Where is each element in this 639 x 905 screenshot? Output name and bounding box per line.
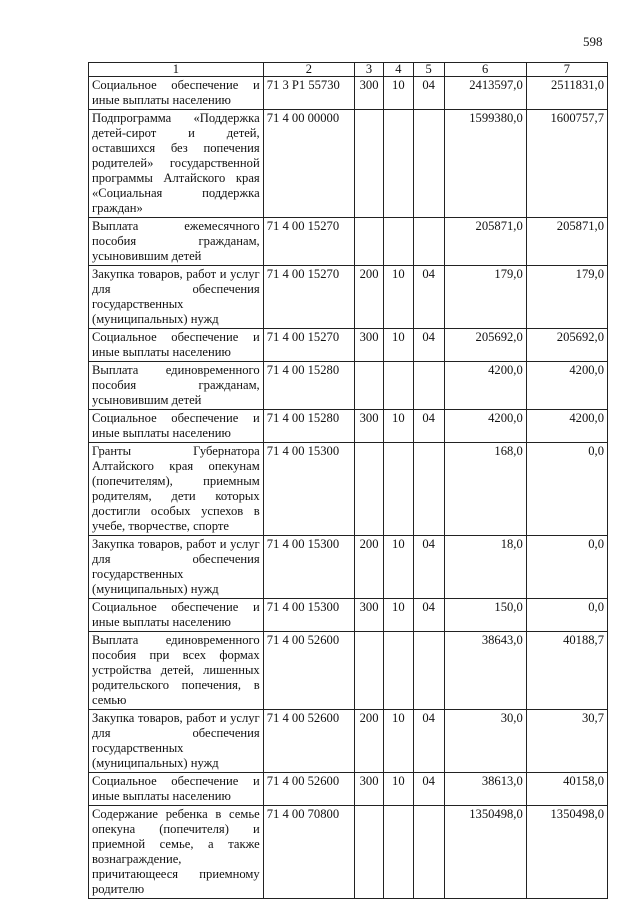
row-name-cell: Содержание ребенка в семье опекуна (попечителя) и приемной семье, а также вознаграждение, причитающееся приемному родителю (89, 806, 264, 899)
target-article-code: 71 3 P1 55730 (263, 77, 354, 110)
table-row (89, 77, 608, 110)
table-row (89, 329, 608, 362)
header-cell: 7 (526, 63, 607, 77)
table-header-row (89, 63, 608, 77)
amount-column-6: 150,0 (444, 599, 526, 632)
expense-type-code: 200 (355, 710, 384, 773)
target-article-code: 71 4 00 15300 (263, 536, 354, 599)
amount-column-7: 4200,0 (526, 362, 607, 410)
subsection-code (413, 632, 444, 710)
section-code: 10 (383, 410, 413, 443)
expense-type-code (355, 806, 384, 899)
amount-column-6: 205692,0 (444, 329, 526, 362)
target-article-code: 71 4 00 15270 (263, 266, 354, 329)
section-code (383, 110, 413, 218)
section-code: 10 (383, 773, 413, 806)
table-body (89, 63, 608, 899)
table-row (89, 266, 608, 329)
section-code: 10 (383, 599, 413, 632)
section-code: 10 (383, 77, 413, 110)
table-row (89, 806, 608, 899)
subsection-code (413, 443, 444, 536)
expense-type-code (355, 110, 384, 218)
page-number: 598 (583, 34, 603, 49)
amount-column-7: 1600757,7 (526, 110, 607, 218)
header-cell: 3 (355, 63, 384, 77)
row-name-cell: Социальное обеспечение и иные выплаты населению (89, 77, 264, 110)
row-name-cell: Социальное обеспечение и иные выплаты населению (89, 410, 264, 443)
target-article-code: 71 4 00 15270 (263, 218, 354, 266)
target-article-code: 71 4 00 52600 (263, 773, 354, 806)
subsection-code: 04 (413, 77, 444, 110)
section-code: 10 (383, 710, 413, 773)
expense-type-code (355, 443, 384, 536)
amount-column-6: 30,0 (444, 710, 526, 773)
section-code (383, 806, 413, 899)
subsection-code: 04 (413, 773, 444, 806)
amount-column-7: 4200,0 (526, 410, 607, 443)
table-row (89, 536, 608, 599)
amount-column-6: 4200,0 (444, 362, 526, 410)
section-code (383, 218, 413, 266)
subsection-code: 04 (413, 410, 444, 443)
amount-column-6: 168,0 (444, 443, 526, 536)
target-article-code: 71 4 00 70800 (263, 806, 354, 899)
subsection-code: 04 (413, 710, 444, 773)
expense-type-code: 300 (355, 77, 384, 110)
subsection-code (413, 806, 444, 899)
row-name-cell: Выплата ежемесячного пособия гражданам, усыновившим детей (89, 218, 264, 266)
row-name-cell: Подпрограмма «Поддержка детей-сирот и детей, оставшихся без попечения родителей» государственной программы Алтайского края «Социальная поддержка граждан» (89, 110, 264, 218)
target-article-code: 71 4 00 00000 (263, 110, 354, 218)
section-code (383, 632, 413, 710)
amount-column-6: 179,0 (444, 266, 526, 329)
row-name-cell: Социальное обеспечение и иные выплаты населению (89, 329, 264, 362)
section-code (383, 443, 413, 536)
expense-type-code: 300 (355, 599, 384, 632)
row-name-cell: Закупка товаров, работ и услуг для обеспечения государственных (муниципальных) нужд (89, 266, 264, 329)
header-cell: 4 (383, 63, 413, 77)
target-article-code: 71 4 00 52600 (263, 710, 354, 773)
subsection-code (413, 218, 444, 266)
subsection-code: 04 (413, 599, 444, 632)
budget-table (88, 62, 608, 899)
row-name-cell: Выплата единовременного пособия при всех формах устройства детей, лишенных родительского попечения, в семью (89, 632, 264, 710)
table-row (89, 110, 608, 218)
section-code (383, 362, 413, 410)
table-row (89, 773, 608, 806)
expense-type-code: 300 (355, 329, 384, 362)
row-name-cell: Закупка товаров, работ и услуг для обеспечения государственных (муниципальных) нужд (89, 710, 264, 773)
amount-column-6: 38613,0 (444, 773, 526, 806)
amount-column-7: 0,0 (526, 536, 607, 599)
header-cell: 5 (413, 63, 444, 77)
expense-type-code: 200 (355, 536, 384, 599)
expense-type-code: 300 (355, 410, 384, 443)
amount-column-7: 40188,7 (526, 632, 607, 710)
amount-column-7: 40158,0 (526, 773, 607, 806)
table-row (89, 410, 608, 443)
expense-type-code (355, 632, 384, 710)
amount-column-7: 1350498,0 (526, 806, 607, 899)
header-cell: 2 (263, 63, 354, 77)
amount-column-6: 4200,0 (444, 410, 526, 443)
expense-type-code (355, 362, 384, 410)
amount-column-7: 30,7 (526, 710, 607, 773)
row-name-cell: Закупка товаров, работ и услуг для обеспечения государственных (муниципальных) нужд (89, 536, 264, 599)
subsection-code (413, 362, 444, 410)
amount-column-6: 38643,0 (444, 632, 526, 710)
subsection-code: 04 (413, 329, 444, 362)
table-row (89, 443, 608, 536)
target-article-code: 71 4 00 15300 (263, 443, 354, 536)
expense-type-code: 200 (355, 266, 384, 329)
row-name-cell: Выплата единовременного пособия гражданам, усыновившим детей (89, 362, 264, 410)
table-row (89, 362, 608, 410)
amount-column-7: 179,0 (526, 266, 607, 329)
header-cell: 1 (89, 63, 264, 77)
section-code: 10 (383, 266, 413, 329)
row-name-cell: Социальное обеспечение и иные выплаты населению (89, 773, 264, 806)
subsection-code: 04 (413, 266, 444, 329)
amount-column-6: 2413597,0 (444, 77, 526, 110)
expense-type-code (355, 218, 384, 266)
header-cell: 6 (444, 63, 526, 77)
amount-column-6: 205871,0 (444, 218, 526, 266)
table-row (89, 632, 608, 710)
section-code: 10 (383, 536, 413, 599)
row-name-cell: Социальное обеспечение и иные выплаты населению (89, 599, 264, 632)
amount-column-6: 1599380,0 (444, 110, 526, 218)
table-row (89, 599, 608, 632)
target-article-code: 71 4 00 15270 (263, 329, 354, 362)
target-article-code: 71 4 00 15280 (263, 362, 354, 410)
target-article-code: 71 4 00 52600 (263, 632, 354, 710)
target-article-code: 71 4 00 15300 (263, 599, 354, 632)
subsection-code: 04 (413, 536, 444, 599)
subsection-code (413, 110, 444, 218)
row-name-cell: Гранты Губернатора Алтайского края опекунам (попечителям), приемным родителям, дети которых достигли особых успехов в учебе, творчестве, спорте (89, 443, 264, 536)
amount-column-7: 0,0 (526, 443, 607, 536)
expense-type-code: 300 (355, 773, 384, 806)
table-row (89, 218, 608, 266)
amount-column-7: 2511831,0 (526, 77, 607, 110)
table-row (89, 710, 608, 773)
amount-column-7: 205871,0 (526, 218, 607, 266)
amount-column-6: 18,0 (444, 536, 526, 599)
target-article-code: 71 4 00 15280 (263, 410, 354, 443)
amount-column-7: 205692,0 (526, 329, 607, 362)
amount-column-7: 0,0 (526, 599, 607, 632)
section-code: 10 (383, 329, 413, 362)
amount-column-6: 1350498,0 (444, 806, 526, 899)
